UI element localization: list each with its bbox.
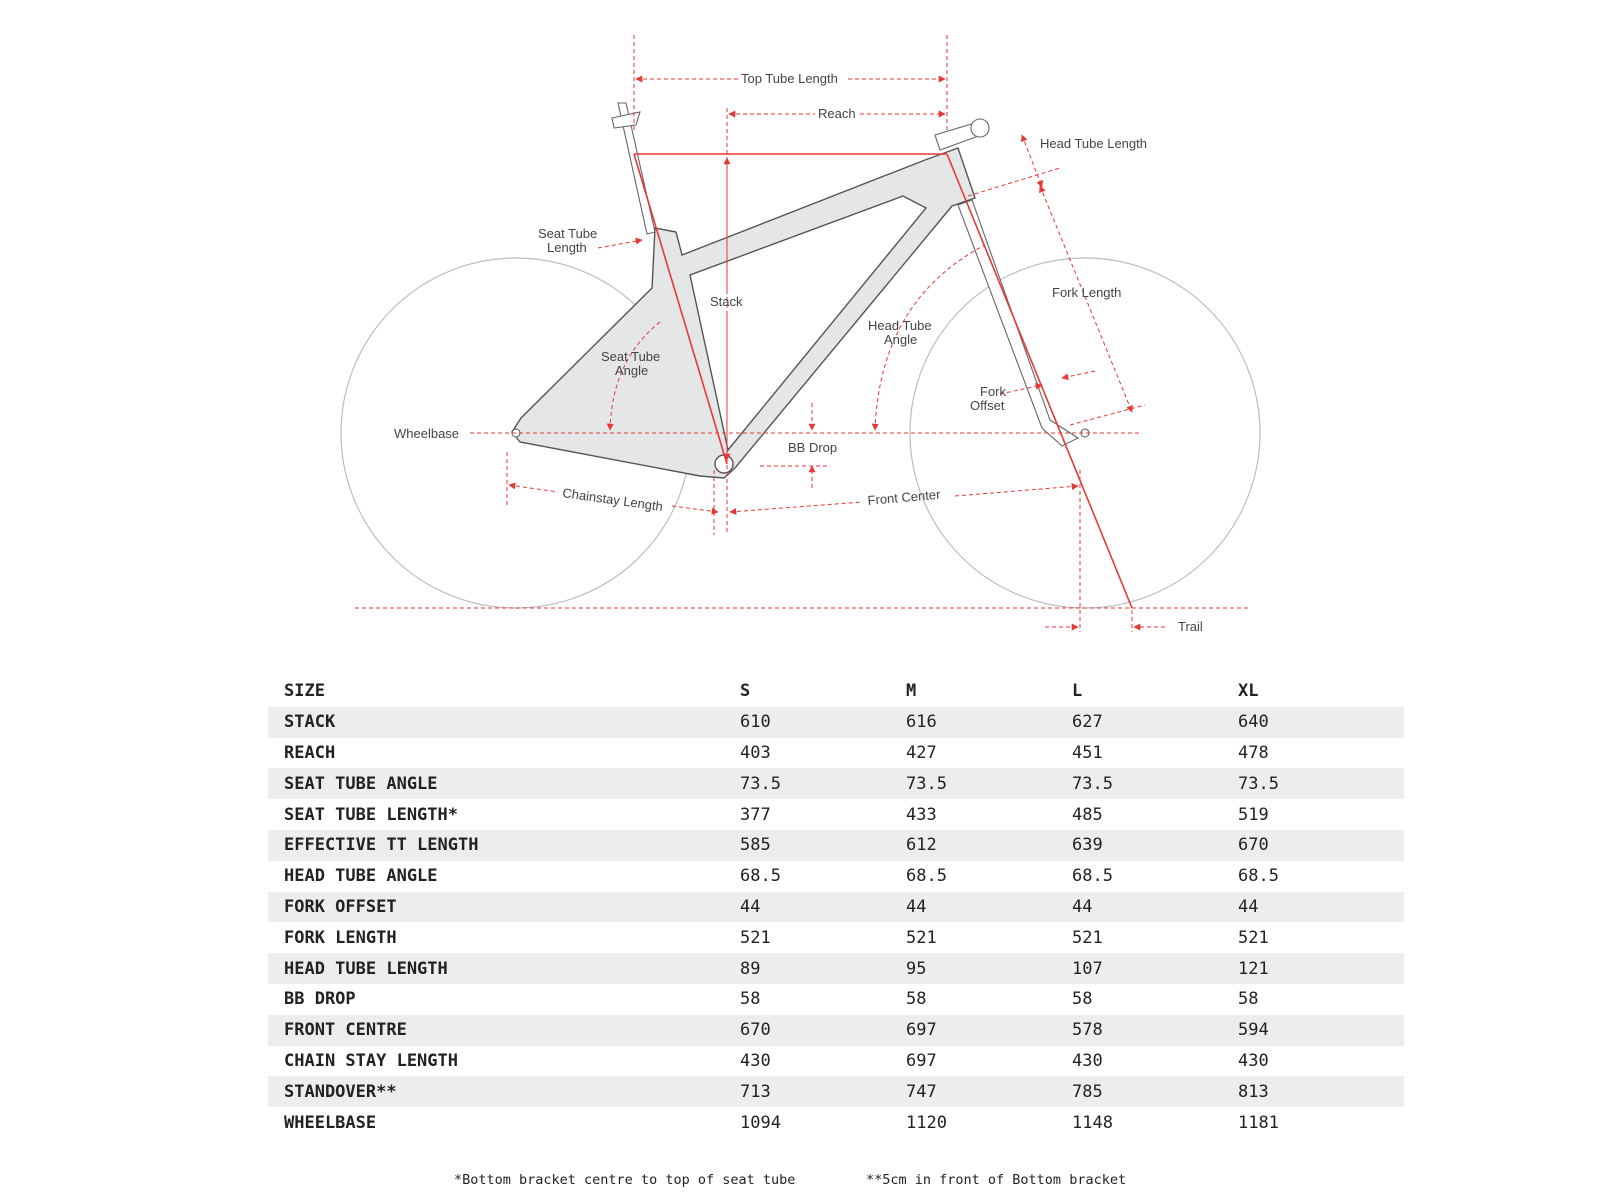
row-label: HEAD TUBE ANGLE: [284, 866, 438, 887]
label-fork-offset-2: Offset: [970, 398, 1005, 413]
label-reach: Reach: [818, 106, 856, 121]
label-fork-offset-1: Fork: [980, 384, 1006, 399]
row-label: HEAD TUBE LENGTH: [284, 958, 448, 979]
cell-m: 521: [906, 927, 937, 948]
cell-xl: 121: [1238, 958, 1269, 979]
table-row: [268, 984, 1404, 1015]
cell-s: 713: [740, 1081, 771, 1102]
cell-s: 44: [740, 896, 761, 917]
row-label: FORK OFFSET: [284, 896, 397, 917]
row-label: SEAT TUBE ANGLE: [284, 773, 438, 794]
label-bb-drop: BB Drop: [788, 440, 838, 455]
cell-xl: 519: [1238, 804, 1269, 825]
row-label: EFFECTIVE TT LENGTH: [284, 835, 479, 856]
cell-xl: 44: [1238, 896, 1259, 917]
label-trail: Trail: [1178, 619, 1203, 634]
cell-xl: 640: [1238, 712, 1269, 733]
cell-m: 68.5: [906, 866, 947, 887]
header-s: S: [740, 681, 751, 702]
header-xl: XL: [1238, 681, 1259, 702]
cell-l: 521: [1072, 927, 1103, 948]
table-row: [268, 1076, 1404, 1107]
cell-xl: 68.5: [1238, 866, 1279, 887]
cell-l: 485: [1072, 804, 1103, 825]
row-label: STACK: [284, 712, 336, 733]
row-label: REACH: [284, 742, 336, 763]
label-stack: Stack: [710, 294, 743, 309]
cell-s: 377: [740, 804, 771, 825]
cell-xl: 594: [1238, 1020, 1269, 1041]
cell-l: 1148: [1072, 1112, 1113, 1133]
row-label: CHAIN STAY LENGTH: [284, 1050, 458, 1071]
cell-l: 578: [1072, 1020, 1103, 1041]
handlebar: [971, 119, 989, 137]
cell-xl: 478: [1238, 742, 1269, 763]
cell-s: 610: [740, 712, 771, 733]
label-head-tube-angle-1: Head Tube: [868, 318, 932, 333]
table-row: [268, 861, 1404, 892]
cell-xl: 521: [1238, 927, 1269, 948]
cell-l: 627: [1072, 712, 1103, 733]
table-row: [268, 707, 1404, 738]
cell-l: 451: [1072, 742, 1103, 763]
label-seat-tube-length-1: Seat Tube: [538, 226, 598, 241]
row-label: STANDOVER**: [284, 1081, 397, 1102]
cell-xl: 670: [1238, 835, 1269, 856]
table-row: [268, 1046, 1404, 1077]
table-header-row: [268, 676, 1404, 707]
row-label: BB DROP: [284, 989, 356, 1010]
cell-l: 58: [1072, 989, 1093, 1010]
header-size: SIZE: [284, 681, 325, 702]
row-label: FORK LENGTH: [284, 927, 397, 948]
label-seat-tube-length-2: Length: [547, 240, 587, 255]
cell-l: 44: [1072, 896, 1093, 917]
cell-l: 639: [1072, 835, 1103, 856]
cell-xl: 813: [1238, 1081, 1269, 1102]
table-row: [268, 830, 1404, 861]
cell-m: 612: [906, 835, 937, 856]
cell-m: 44: [906, 896, 927, 917]
cell-m: 58: [906, 989, 927, 1010]
cell-s: 58: [740, 989, 761, 1010]
cell-s: 68.5: [740, 866, 781, 887]
table-row: [268, 768, 1404, 799]
cell-s: 73.5: [740, 773, 781, 794]
footnote-standover: **5cm in front of Bottom bracket: [866, 1172, 1127, 1188]
label-wheelbase: Wheelbase: [394, 426, 460, 441]
row-label: SEAT TUBE LENGTH*: [284, 804, 458, 825]
table-row: [268, 1107, 1404, 1138]
cell-l: 107: [1072, 958, 1103, 979]
bottom-bracket: [715, 455, 733, 473]
cell-m: 616: [906, 712, 937, 733]
table-row: [268, 799, 1404, 830]
cell-s: 585: [740, 835, 771, 856]
cell-m: 1120: [906, 1112, 947, 1133]
cell-s: 430: [740, 1050, 771, 1071]
bike-frame: [512, 148, 975, 478]
cell-m: 73.5: [906, 773, 947, 794]
label-fork-length: Fork Length: [1052, 285, 1122, 300]
cell-xl: 430: [1238, 1050, 1269, 1071]
label-chainstay-length: Chainstay Length: [561, 485, 664, 515]
cell-m: 747: [906, 1081, 937, 1102]
cell-xl: 58: [1238, 989, 1259, 1010]
cell-m: 697: [906, 1020, 937, 1041]
table-row: [268, 922, 1404, 953]
cell-s: 670: [740, 1020, 771, 1041]
cell-l: 73.5: [1072, 773, 1113, 794]
header-l: L: [1072, 681, 1083, 702]
cell-s: 89: [740, 958, 761, 979]
footnote-seat-tube: *Bottom bracket centre to top of seat tube: [454, 1172, 796, 1188]
table-row: [268, 892, 1404, 923]
label-seat-tube-angle-1: Seat Tube: [601, 349, 661, 364]
header-m: M: [906, 681, 917, 702]
cell-l: 430: [1072, 1050, 1103, 1071]
label-head-tube-angle-2: Angle: [884, 332, 918, 347]
table-row: [268, 1015, 1404, 1046]
cell-m: 433: [906, 804, 937, 825]
label-top-tube-length: Top Tube Length: [741, 71, 838, 86]
cell-s: 403: [740, 742, 771, 763]
table-row: [268, 738, 1404, 769]
cell-m: 427: [906, 742, 937, 763]
cell-m: 697: [906, 1050, 937, 1071]
label-front-center: Front Center: [866, 486, 941, 508]
cell-s: 521: [740, 927, 771, 948]
cell-l: 785: [1072, 1081, 1103, 1102]
row-label: WHEELBASE: [284, 1112, 377, 1133]
cell-m: 95: [906, 958, 927, 979]
geometry-table: [268, 676, 1404, 1138]
label-head-tube-length: Head Tube Length: [1040, 136, 1147, 151]
row-label: FRONT CENTRE: [284, 1020, 407, 1041]
cell-xl: 1181: [1238, 1112, 1279, 1133]
cell-s: 1094: [740, 1112, 781, 1133]
table-row: [268, 953, 1404, 984]
cell-l: 68.5: [1072, 866, 1113, 887]
label-seat-tube-angle-2: Angle: [615, 363, 649, 378]
cell-xl: 73.5: [1238, 773, 1279, 794]
